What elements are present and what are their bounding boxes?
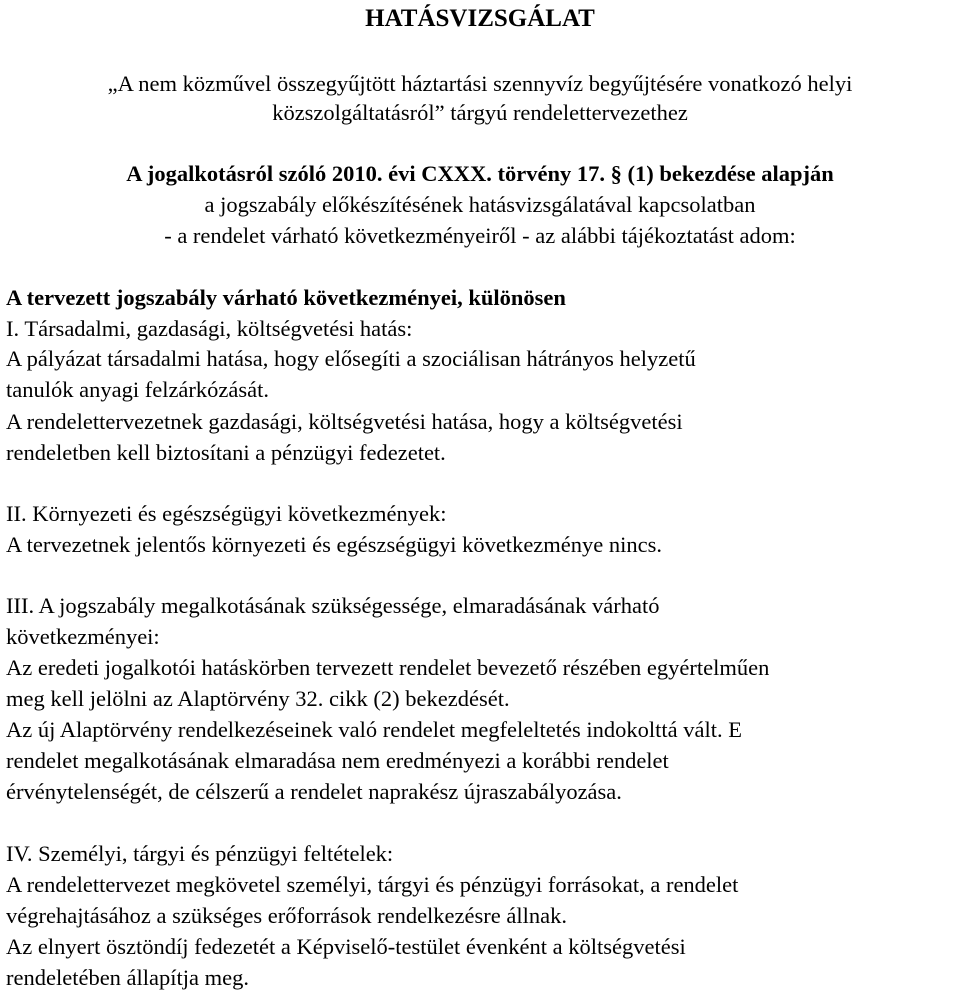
section-3-line: érvénytelenségét, de célszerű a rendelet naprakész újraszabályozása. bbox=[6, 779, 622, 804]
section-3-line: következményei: bbox=[6, 624, 160, 649]
subtitle-line-2: közszolgáltatásról” tárgyú rendelettervezethez bbox=[272, 100, 688, 125]
section-3-line: meg kell jelölni az Alaptörvény 32. cikk (2) bekezdését. bbox=[6, 686, 510, 711]
document-title: HATÁSVIZSGÁLAT bbox=[365, 5, 595, 32]
subtitle-line-1: „A nem közművel összegyűjtött háztartási szennyvíz begyűjtésére vonatkozó helyi bbox=[107, 71, 853, 96]
section-3-line: rendelet megalkotásának elmaradása nem eredményezi a korábbi rendelet bbox=[6, 748, 669, 773]
section-4-line: végrehajtásához a szükséges erőforrások rendelkezésre állnak. bbox=[6, 903, 567, 928]
section-4-line: Az elnyert ösztöndíj fedezetét a Képviselő-testület évenként a költségvetési bbox=[6, 934, 686, 959]
section-4-heading: IV. Személyi, tárgyi és pénzügyi feltételek: bbox=[6, 841, 394, 866]
section-4-line: A rendelettervezet megkövetel személyi, tárgyi és pénzügyi forrásokat, a rendelet bbox=[6, 872, 739, 897]
section-2-line: A tervezetnek jelentős környezeti és egészségügyi következménye nincs. bbox=[6, 532, 663, 557]
section-1-line: rendeletben kell biztosítani a pénzügyi fedezetet. bbox=[6, 440, 446, 465]
legal-basis-line: A jogalkotásról szóló 2010. évi CXXX. törvény 17. § (1) bekezdése alapján bbox=[126, 161, 834, 186]
section-1-line: tanulók anyagi felzárkózását. bbox=[6, 377, 270, 402]
section-3-line: Az eredeti jogalkotói hatáskörben tervezett rendelet bevezető részében egyértelműen bbox=[6, 655, 770, 680]
section-3-heading: III. A jogszabály megalkotásának szükségessége, elmaradásának várható bbox=[6, 593, 660, 618]
section-3-line: Az új Alaptörvény rendelkezéseinek való rendelet megfeleltetés indokolttá vált. E bbox=[6, 717, 742, 742]
section-1-line: A pályázat társadalmi hatása, hogy elősegíti a szociálisan hátrányos helyzetű bbox=[6, 346, 696, 371]
section-4-line: rendeletében állapítja meg. bbox=[6, 965, 250, 990]
section-1-heading: I. Társadalmi, gazdasági, költségvetési hatás: bbox=[6, 316, 413, 341]
intro-line-2: - a rendelet várható következményeiről - az alábbi tájékoztatást adom: bbox=[164, 223, 796, 248]
section-1-line: A rendelettervezetnek gazdasági, költségvetési hatása, hogy a költségvetési bbox=[6, 409, 683, 434]
intro-line-1: a jogszabály előkészítésének hatásvizsgálatával kapcsolatban bbox=[204, 192, 756, 217]
section-heading: A tervezett jogszabály várható következményei, különösen bbox=[6, 285, 566, 310]
section-2-heading: II. Környezeti és egészségügyi következmények: bbox=[6, 501, 447, 526]
